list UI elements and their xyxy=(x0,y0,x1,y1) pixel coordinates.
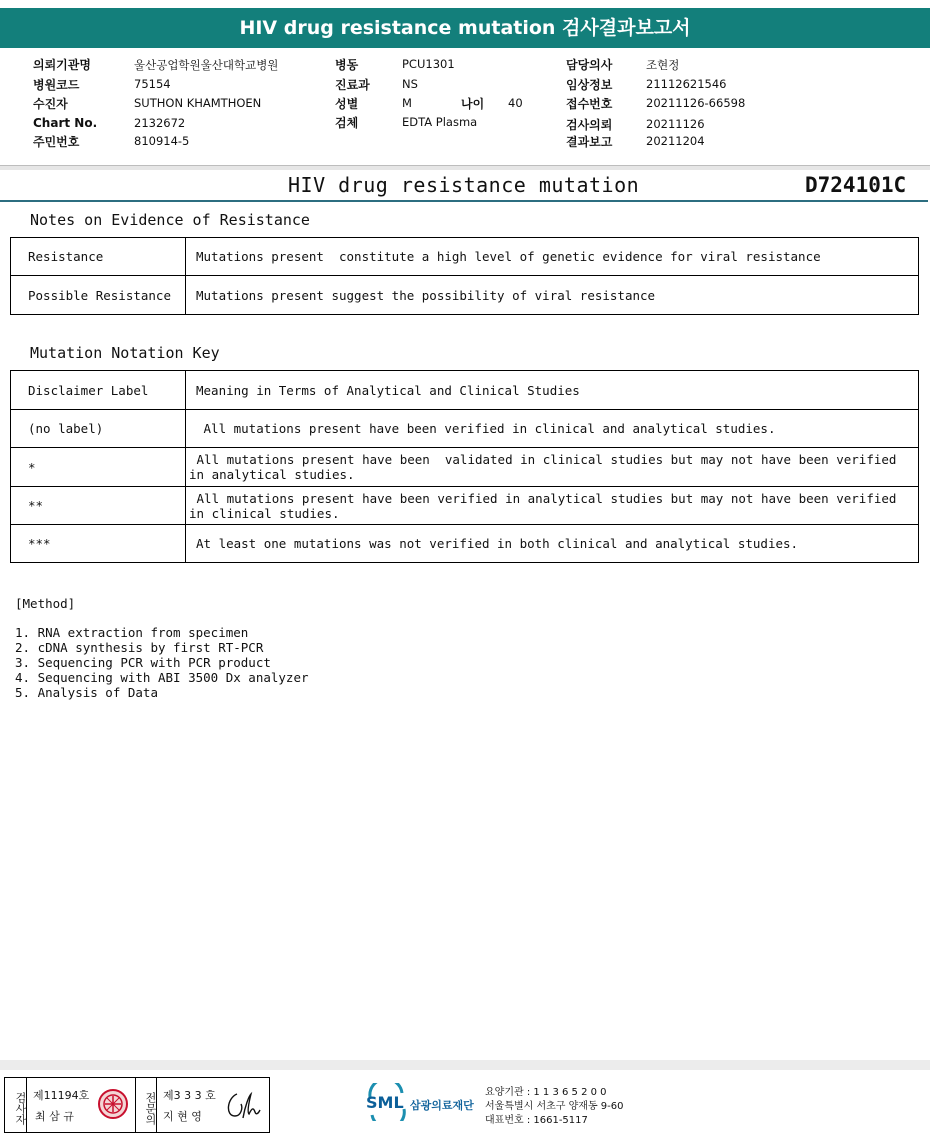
method-step: 2. cDNA synthesis by first RT-PCR xyxy=(15,640,264,655)
specialist-license-no: 제3 3 3 호 xyxy=(163,1089,216,1102)
label-ward: 병동 xyxy=(335,58,359,72)
institution-number: 요양기관 : 1 1 3 6 5 2 0 0 xyxy=(485,1087,607,1098)
signature-box xyxy=(4,1077,270,1133)
value-hospital-code: 75154 xyxy=(134,77,171,91)
key-label-one-star: * xyxy=(11,448,186,487)
sml-logo-text: SML xyxy=(366,1093,404,1112)
org-contact xyxy=(485,1086,624,1128)
method-step: 1. RNA extraction from specimen xyxy=(15,625,249,640)
org-address: 서울특별시 서초구 양재동 9-60 xyxy=(485,1101,624,1112)
header-band xyxy=(0,166,930,170)
specialist-name: 지 현 영 xyxy=(163,1110,202,1123)
label-receipt-no: 접수번호 xyxy=(566,97,613,111)
org-phone: 대표번호 : 1661-5117 xyxy=(485,1115,588,1126)
seal-stamp-icon xyxy=(97,1088,129,1120)
notes-table xyxy=(10,237,919,315)
value-physician: 조현정 xyxy=(646,58,680,72)
label-requesting-institution: 의뢰기관명 xyxy=(33,58,91,72)
label-request-date: 검사의뢰 xyxy=(566,118,613,132)
notes-text-resistance: Mutations present constitute a high level of genetic evidence for viral resistance xyxy=(186,238,919,276)
value-receipt-no: 20211126-66598 xyxy=(646,96,746,110)
key-label-no-label: (no label) xyxy=(11,410,186,448)
test-divider xyxy=(0,200,928,202)
org-name: 삼광의료재단 xyxy=(410,1099,474,1112)
value-patient: SUTHON KHAMTHOEN xyxy=(134,96,262,110)
key-section-title: Mutation Notation Key xyxy=(30,344,220,362)
table-row xyxy=(11,448,919,487)
report-title: HIV drug resistance mutation 검사결과보고서 xyxy=(0,8,930,48)
label-patient: 수진자 xyxy=(33,97,68,111)
value-clinical-info: 21112621546 xyxy=(646,77,727,91)
table-row xyxy=(11,238,919,276)
key-text-one-star: All mutations present have been validated in clinical studies but may not have been verified in analytical studies. xyxy=(186,448,919,487)
key-header-text: Meaning in Terms of Analytical and Clinical Studies xyxy=(186,371,919,410)
value-age: 40 xyxy=(508,96,523,110)
test-code: D724101C xyxy=(805,173,907,197)
notes-section-title: Notes on Evidence of Resistance xyxy=(30,211,310,229)
table-row xyxy=(11,487,919,525)
table-row xyxy=(11,525,919,563)
label-chart-no: Chart No. xyxy=(33,116,98,130)
key-text-two-star: All mutations present have been verified in analytical studies but may not have been verified in clinical studies. xyxy=(186,487,919,525)
key-text-no-label: All mutations present have been verified in clinical and analytical studies. xyxy=(186,410,919,448)
specialist-label: 전문의 xyxy=(135,1078,157,1132)
value-sex: M xyxy=(402,96,412,110)
key-text-three-star: At least one mutations was not verified in both clinical and analytical studies. xyxy=(186,525,919,563)
notes-label-resistance: Resistance xyxy=(11,238,186,276)
method-step: 4. Sequencing with ABI 3500 Dx analyzer xyxy=(15,670,309,685)
label-clinical-info: 임상정보 xyxy=(566,78,613,92)
label-report-date: 결과보고 xyxy=(566,135,613,149)
key-label-two-star: ** xyxy=(11,487,186,525)
key-table xyxy=(10,370,919,563)
examiner-name: 최 삼 규 xyxy=(35,1110,74,1123)
label-hospital-code: 병원코드 xyxy=(33,78,80,92)
method-step: 5. Analysis of Data xyxy=(15,685,158,700)
value-report-date: 20211204 xyxy=(646,134,705,148)
method-step: 3. Sequencing PCR with PCR product xyxy=(15,655,271,670)
value-requesting-institution: 울산공업학원울산대학교병원 xyxy=(134,58,279,72)
value-resident-no: 810914-5 xyxy=(134,134,190,148)
value-request-date: 20211126 xyxy=(646,117,705,131)
label-department: 진료과 xyxy=(335,78,370,92)
test-name: HIV drug resistance mutation xyxy=(288,173,640,197)
label-physician: 담당의사 xyxy=(566,58,613,72)
key-header-label: Disclaimer Label xyxy=(11,371,186,410)
table-row xyxy=(11,410,919,448)
notes-text-possible: Mutations present suggest the possibility of viral resistance xyxy=(186,276,919,315)
key-label-three-star: *** xyxy=(11,525,186,563)
patient-header xyxy=(0,48,930,165)
label-age: 나이 xyxy=(461,97,485,111)
footer-band xyxy=(0,1060,930,1070)
table-row xyxy=(11,276,919,315)
label-sex: 성별 xyxy=(335,97,359,111)
value-specimen: EDTA Plasma xyxy=(402,115,478,129)
label-specimen: 검체 xyxy=(335,116,359,130)
value-department: NS xyxy=(402,77,418,91)
examiner-license-no: 제11194호 xyxy=(33,1089,90,1102)
table-header-row xyxy=(11,371,919,410)
notes-label-possible: Possible Resistance xyxy=(11,276,186,315)
method-title: [Method] xyxy=(15,596,76,611)
value-chart-no: 2132672 xyxy=(134,116,186,130)
label-resident-no: 주민번호 xyxy=(33,135,80,149)
examiner-label: 검사자 xyxy=(5,1078,27,1132)
value-ward: PCU1301 xyxy=(402,57,455,71)
signature-icon xyxy=(223,1088,263,1122)
